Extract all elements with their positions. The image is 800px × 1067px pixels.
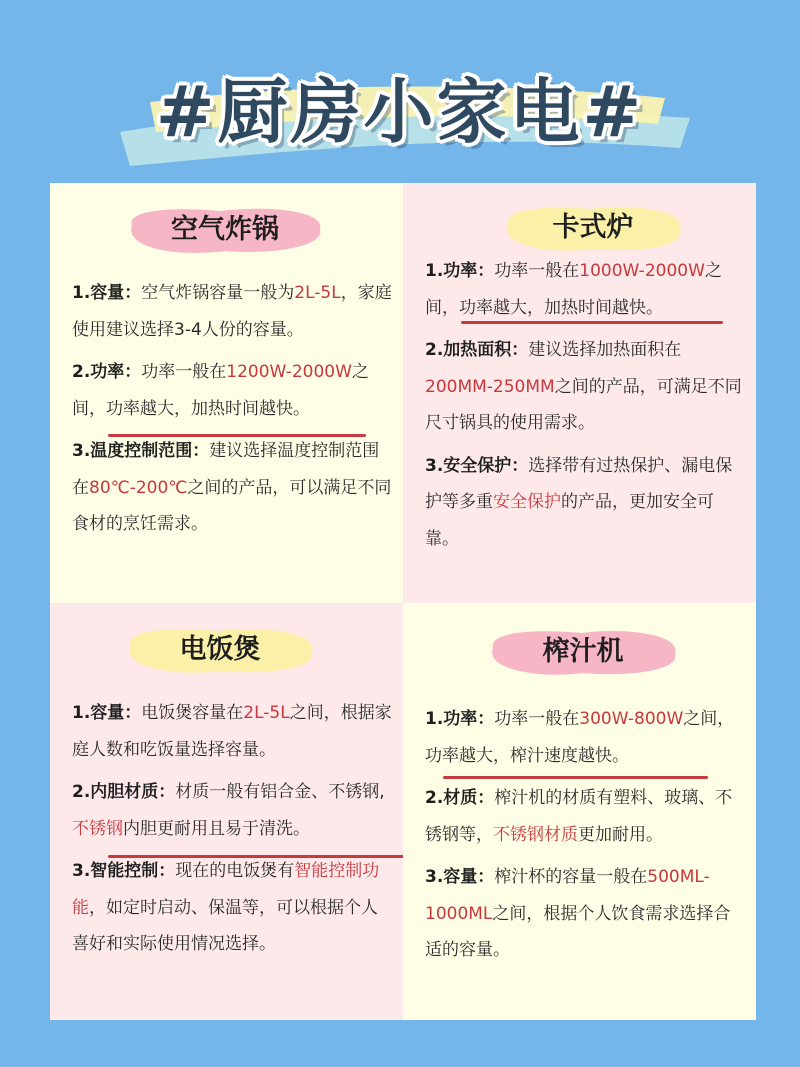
spec-item: 2.加热面积：建议选择加热面积在200MM-250MM之间的产品，可满足不同尺寸锅具的使用需求。: [425, 340, 742, 433]
panel-rice-cooker: [50, 603, 403, 1020]
spec-item: 1.容量：空气炸锅容量一般为2L-5L，家庭使用建议选择3-4人份的容量。: [72, 283, 392, 340]
heading-air-fryer: [120, 203, 330, 257]
page-title: #厨房小家电#: [155, 71, 645, 153]
heading-juicer: [483, 625, 683, 679]
panel-cassette-stove: [403, 183, 756, 603]
panel-content: [72, 275, 392, 549]
spec-item: 1.功率：功率一般在1000W-2000W之间，功率越大，加热时间越快。: [425, 261, 722, 318]
heading-rice-cooker: [120, 623, 320, 677]
spec-item: 2.功率：功率一般在1200W-2000W之间，功率越大，加热时间越快。: [72, 362, 369, 419]
underline-mark: [108, 855, 418, 858]
panel-title: 空气炸锅: [171, 214, 279, 245]
spec-item: 2.内胆材质：材质一般有铝合金、不锈钢,不锈钢内胆更耐用且易于清洗。: [72, 782, 385, 839]
heading-cassette-stove: [498, 201, 688, 255]
panel-juicer: [403, 603, 756, 1020]
underline-mark: [443, 776, 708, 779]
underline-mark: [461, 321, 723, 324]
panel-content: [425, 253, 745, 563]
spec-item: 2.材质：榨汁机的材质有塑料、玻璃、不锈钢等，不锈钢材质更加耐用。: [425, 788, 733, 845]
spec-item: 1.功率：功率一般在300W-800W之间，功率越大，榨汁速度越快。: [425, 709, 735, 766]
spec-item: 3.容量：榨汁杯的容量一般在500ML-1000ML之间，根据个人饮食需求选择合适的容量。: [425, 867, 731, 960]
spec-item: 1.容量：电饭煲容量在2L-5L之间，根据家庭人数和吃饭量选择容量。: [72, 703, 392, 760]
panel-air-fryer: [50, 183, 403, 603]
spec-item: 3.安全保护：选择带有过热保护、漏电保护等多重安全保护的产品，更加安全可靠。: [425, 455, 733, 549]
panel-title: 电饭煲: [179, 634, 261, 665]
panel-title: 榨汁机: [542, 636, 624, 667]
panel-content: [425, 701, 745, 975]
title-banner: [0, 40, 800, 170]
underline-mark: [108, 434, 366, 437]
spec-item: 3.温度控制范围：建议选择温度控制范围在80℃-200℃之间的产品，可以满足不同食材的烹饪需求。: [72, 441, 392, 534]
spec-item: 3.智能控制：现在的电饭煲有智能控制功能，如定时启动、保温等，可以根据个人喜好和实际使用情况选择。: [72, 861, 380, 954]
panel-content: [72, 695, 392, 969]
panel-title: 卡式炉: [552, 212, 634, 243]
